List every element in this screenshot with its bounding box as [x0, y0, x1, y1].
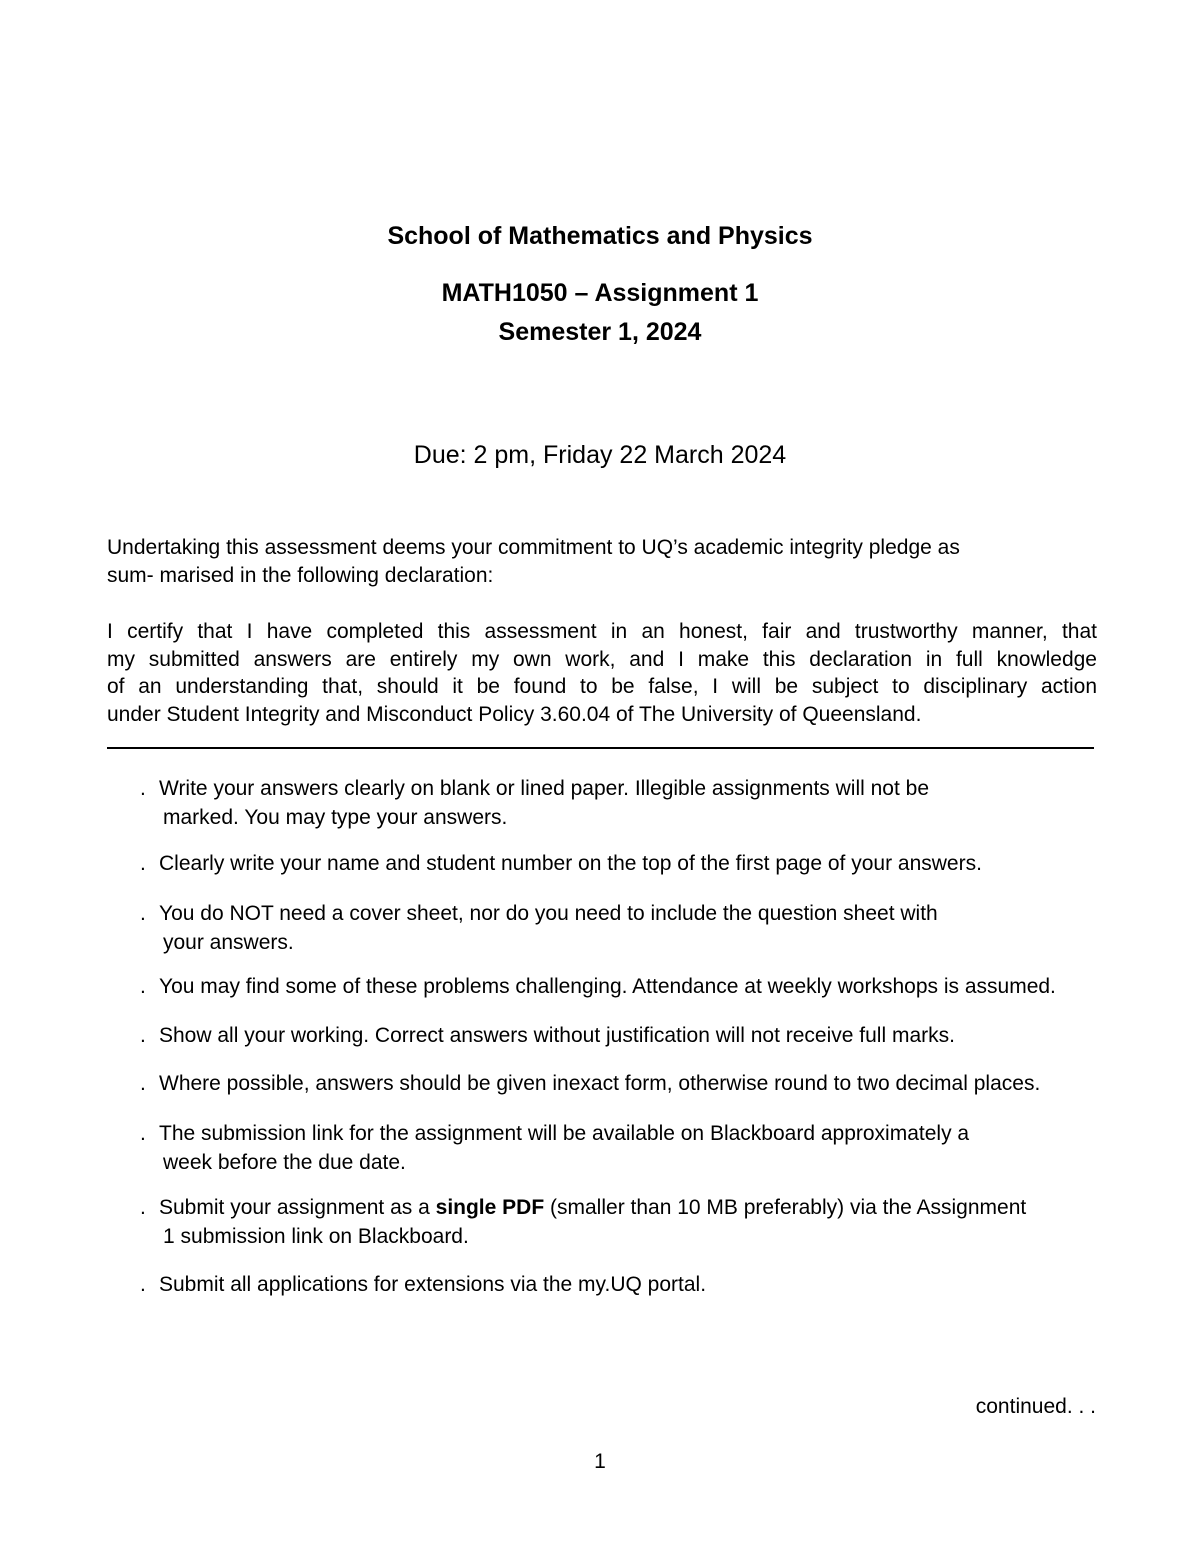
instruction-text — [140, 1193, 1100, 1222]
integrity-intro-line: Undertaking this assessment deems your commitment to UQ’s academic integrity pledge as — [107, 536, 960, 559]
instruction-text: You do NOT need a cover sheet, nor do you need to include the question sheet with — [159, 902, 938, 925]
declaration-line: my submitted answers are entirely my own work, and I make this declaration in full knowledge — [107, 647, 1097, 671]
instruction-text: Clearly write your name and student number on the top of the first page of your answers. — [159, 852, 982, 875]
school-title: School of Mathematics and Physics — [387, 222, 813, 250]
instruction-text: your answers. — [163, 931, 294, 954]
instruction-text-part: (smaller than 10 MB preferably) via the Assignment — [550, 1196, 1027, 1219]
instruction-item — [140, 899, 1100, 957]
due-date: Due: 2 pm, Friday 22 March 2024 — [413, 441, 787, 469]
instruction-text: The submission link for the assignment will be available on Blackboard approximately a — [159, 1122, 970, 1145]
instruction-item — [140, 1069, 1100, 1098]
instruction-text: You may find some of these problems challenging. Attendance at weekly workshops is assumed. — [159, 975, 1056, 998]
instruction-text: 1 submission link on Blackboard. — [163, 1225, 469, 1248]
bullet-dot: . — [140, 1196, 146, 1219]
bullet-dot: . — [140, 852, 146, 875]
integrity-intro-line: sum- marised in the following declaration: — [107, 563, 494, 587]
single-pdf-emphasis: single PDF — [435, 1196, 545, 1219]
instruction-item — [140, 849, 1100, 878]
declaration-line: I certify that I have completed this assessment in an honest, fair and trustworthy manner, that — [107, 620, 1097, 643]
bullet-dot: . — [140, 1273, 146, 1296]
bullet-dot: . — [140, 902, 146, 925]
course-assignment-title: MATH1050 – Assignment 1 — [441, 279, 759, 307]
instruction-text: Write your answers clearly on blank or lined paper. Illegible assignments will not be — [159, 777, 929, 800]
bullet-dot: . — [140, 975, 146, 998]
instruction-item — [140, 972, 1100, 1001]
bullet-dot: . — [140, 777, 146, 800]
integrity-declaration — [107, 618, 1097, 728]
declaration-line: under Student Integrity and Misconduct Policy 3.60.04 of The University of Queensland. — [107, 702, 922, 726]
instruction-item — [140, 1021, 1100, 1050]
section-divider — [107, 747, 1094, 749]
instruction-text: week before the due date. — [163, 1151, 406, 1174]
bullet-dot: . — [140, 1122, 146, 1145]
instruction-text: Submit all applications for extensions via the my.UQ portal. — [159, 1273, 707, 1296]
instruction-text-part: Submit your assignment as a — [159, 1196, 430, 1219]
semester-title: Semester 1, 2024 — [498, 318, 702, 346]
declaration-line: of an understanding that, should it be found to be false, I will be subject to disciplinary action — [107, 675, 1097, 698]
integrity-intro — [107, 534, 1097, 589]
instruction-item — [140, 1270, 1100, 1299]
instruction-text: marked. You may type your answers. — [163, 806, 508, 829]
instruction-text: Show all your working. Correct answers without justification will not receive full marks. — [159, 1024, 955, 1047]
instruction-text: Where possible, answers should be given inexact form, otherwise round to two decimal places. — [159, 1072, 1041, 1095]
page-number: 1 — [594, 1450, 606, 1473]
instruction-item — [140, 774, 1100, 832]
instruction-item — [140, 1193, 1100, 1251]
instruction-item — [140, 1119, 1100, 1177]
continued-note: continued. . . — [975, 1395, 1096, 1418]
bullet-dot: . — [140, 1024, 146, 1047]
bullet-dot: . — [140, 1072, 146, 1095]
